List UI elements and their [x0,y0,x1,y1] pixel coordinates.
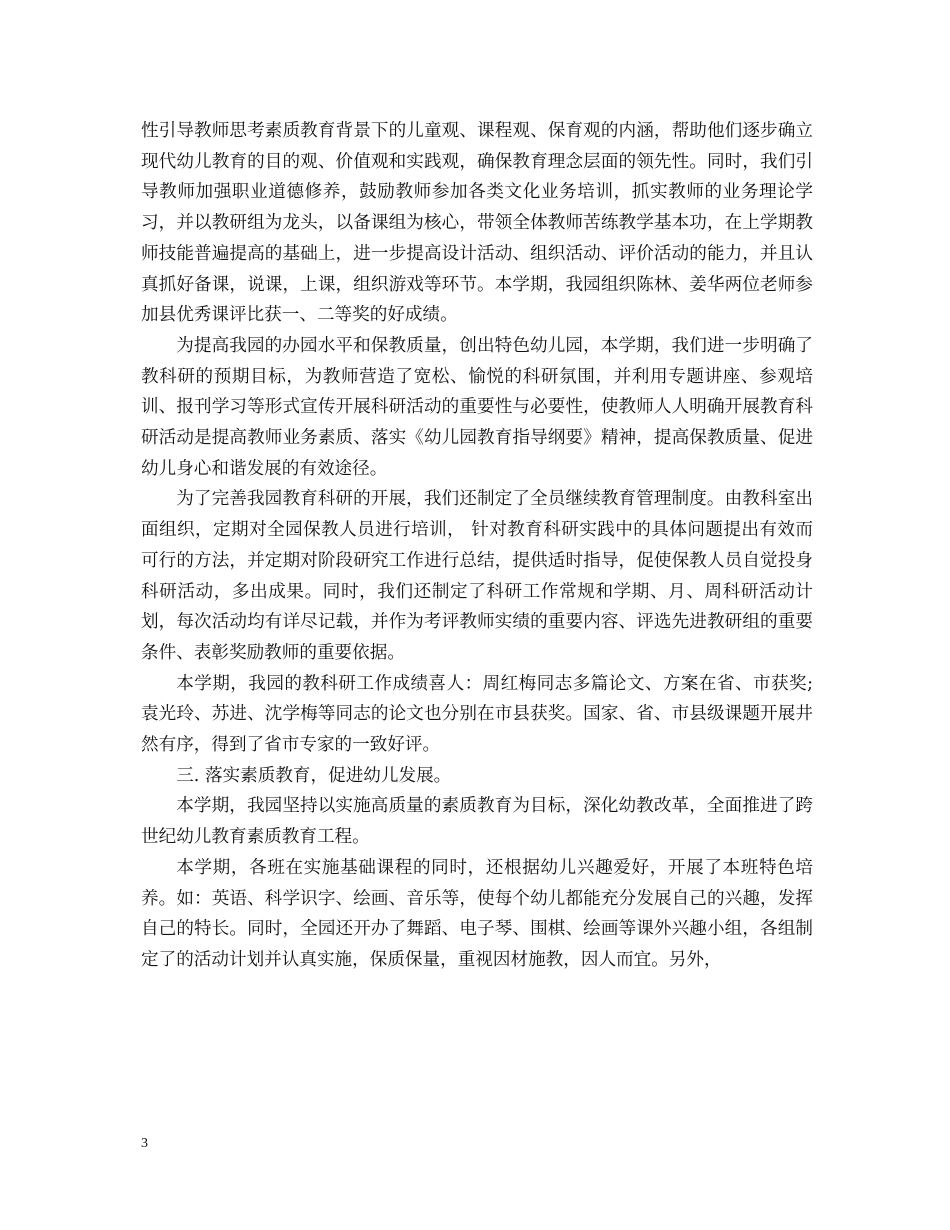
paragraph-class-specialties: 本学期，各班在实施基础课程的同时，还根据幼儿兴趣爱好，开展了本班特色培养。如：英语、科学识字、绘画、音乐等，使每个幼儿都能充分发展自己的兴趣，发挥自己的特长。同时，全园还开办了舞蹈、电子琴、围棋、绘画等课外兴趣小组，各组制定了的活动计划并认真实施，保质保量，重视因材施教，因人而宜。另外， [141,857,813,970]
section-heading-quality-education: 三. 落实素质教育，促进幼儿发展。 [176,765,452,786]
paragraph-teacher-training: 性引导教师思考素质教育背景下的儿童观、课程观、保育观的内涵，帮助他们逐步确立现代幼儿教育的目的观、价值观和实践观，确保教育理念层面的领先性。同时，我们引导教师加强职业道德修养，鼓励教师参加各类文化业务培训，抓实教师的业务理论学习，并以教研组为龙头，以备课组为核心，带领全体教师苦练教学基本功，在上学期教师技能普遍提高的基础上，进一步提高设计活动、组织活动、评价活动的能力，并且认真抓好备课，说课，上课，组织游戏等环节。本学期，我园组织陈林、姜华两位老师参加县优秀课评比获一、二等奖的好成绩。 [141,121,813,326]
paragraph-research-goals: 为提高我园的办园水平和保教质量，创出特色幼儿园，本学期，我们进一步明确了教科研的预期目标，为教师营造了宽松、愉悦的科研氛围，并利用专题讲座、参观培训、报刊学习等形式宣传开展科研活动的重要性与必要性，使教师人人明确开展教育科研活动是提高教师业务素质、落实《幼儿园教育指导纲要》精神，提高保教质量、促进幼儿身心和谐发展的有效途径。 [141,335,813,479]
page-number: 3 [141,1136,148,1151]
document-body [141,116,813,976]
paragraph-continuing-education: 为了完善我园教育科研的开展，我们还制定了全员继续教育管理制度。由教科室出面组织，定期对全园保教人员进行培训， 针对教育科研实践中的具体问题提出有效而可行的方法，并定期对阶段研究工作进行总结，提供适时指导，促使保教人员自觉投身科研活动，多出成果。同时，我们还制定了科研工作常规和学期、月、周科研活动计划，每次活动均有详尽记载，并作为考评教师实绩的重要内容、评选先进教研组的重要条件、表彰奖励教师的重要依据。 [141,489,813,663]
paragraph-research-achievements: 本学期，我园的教科研工作成绩喜人：周红梅同志多篇论文、方案在省、市获奖;袁光玲、苏进、沈学梅等同志的论文也分别在市县获奖。国家、省、市县级课题开展井然有序，得到了省市专家的一致好评。 [141,673,813,756]
paragraph-quality-education-goal: 本学期，我园坚持以实施高质量的素质教育为目标，深化幼教改革，全面推进了跨世纪幼儿教育素质教育工程。 [141,796,813,848]
